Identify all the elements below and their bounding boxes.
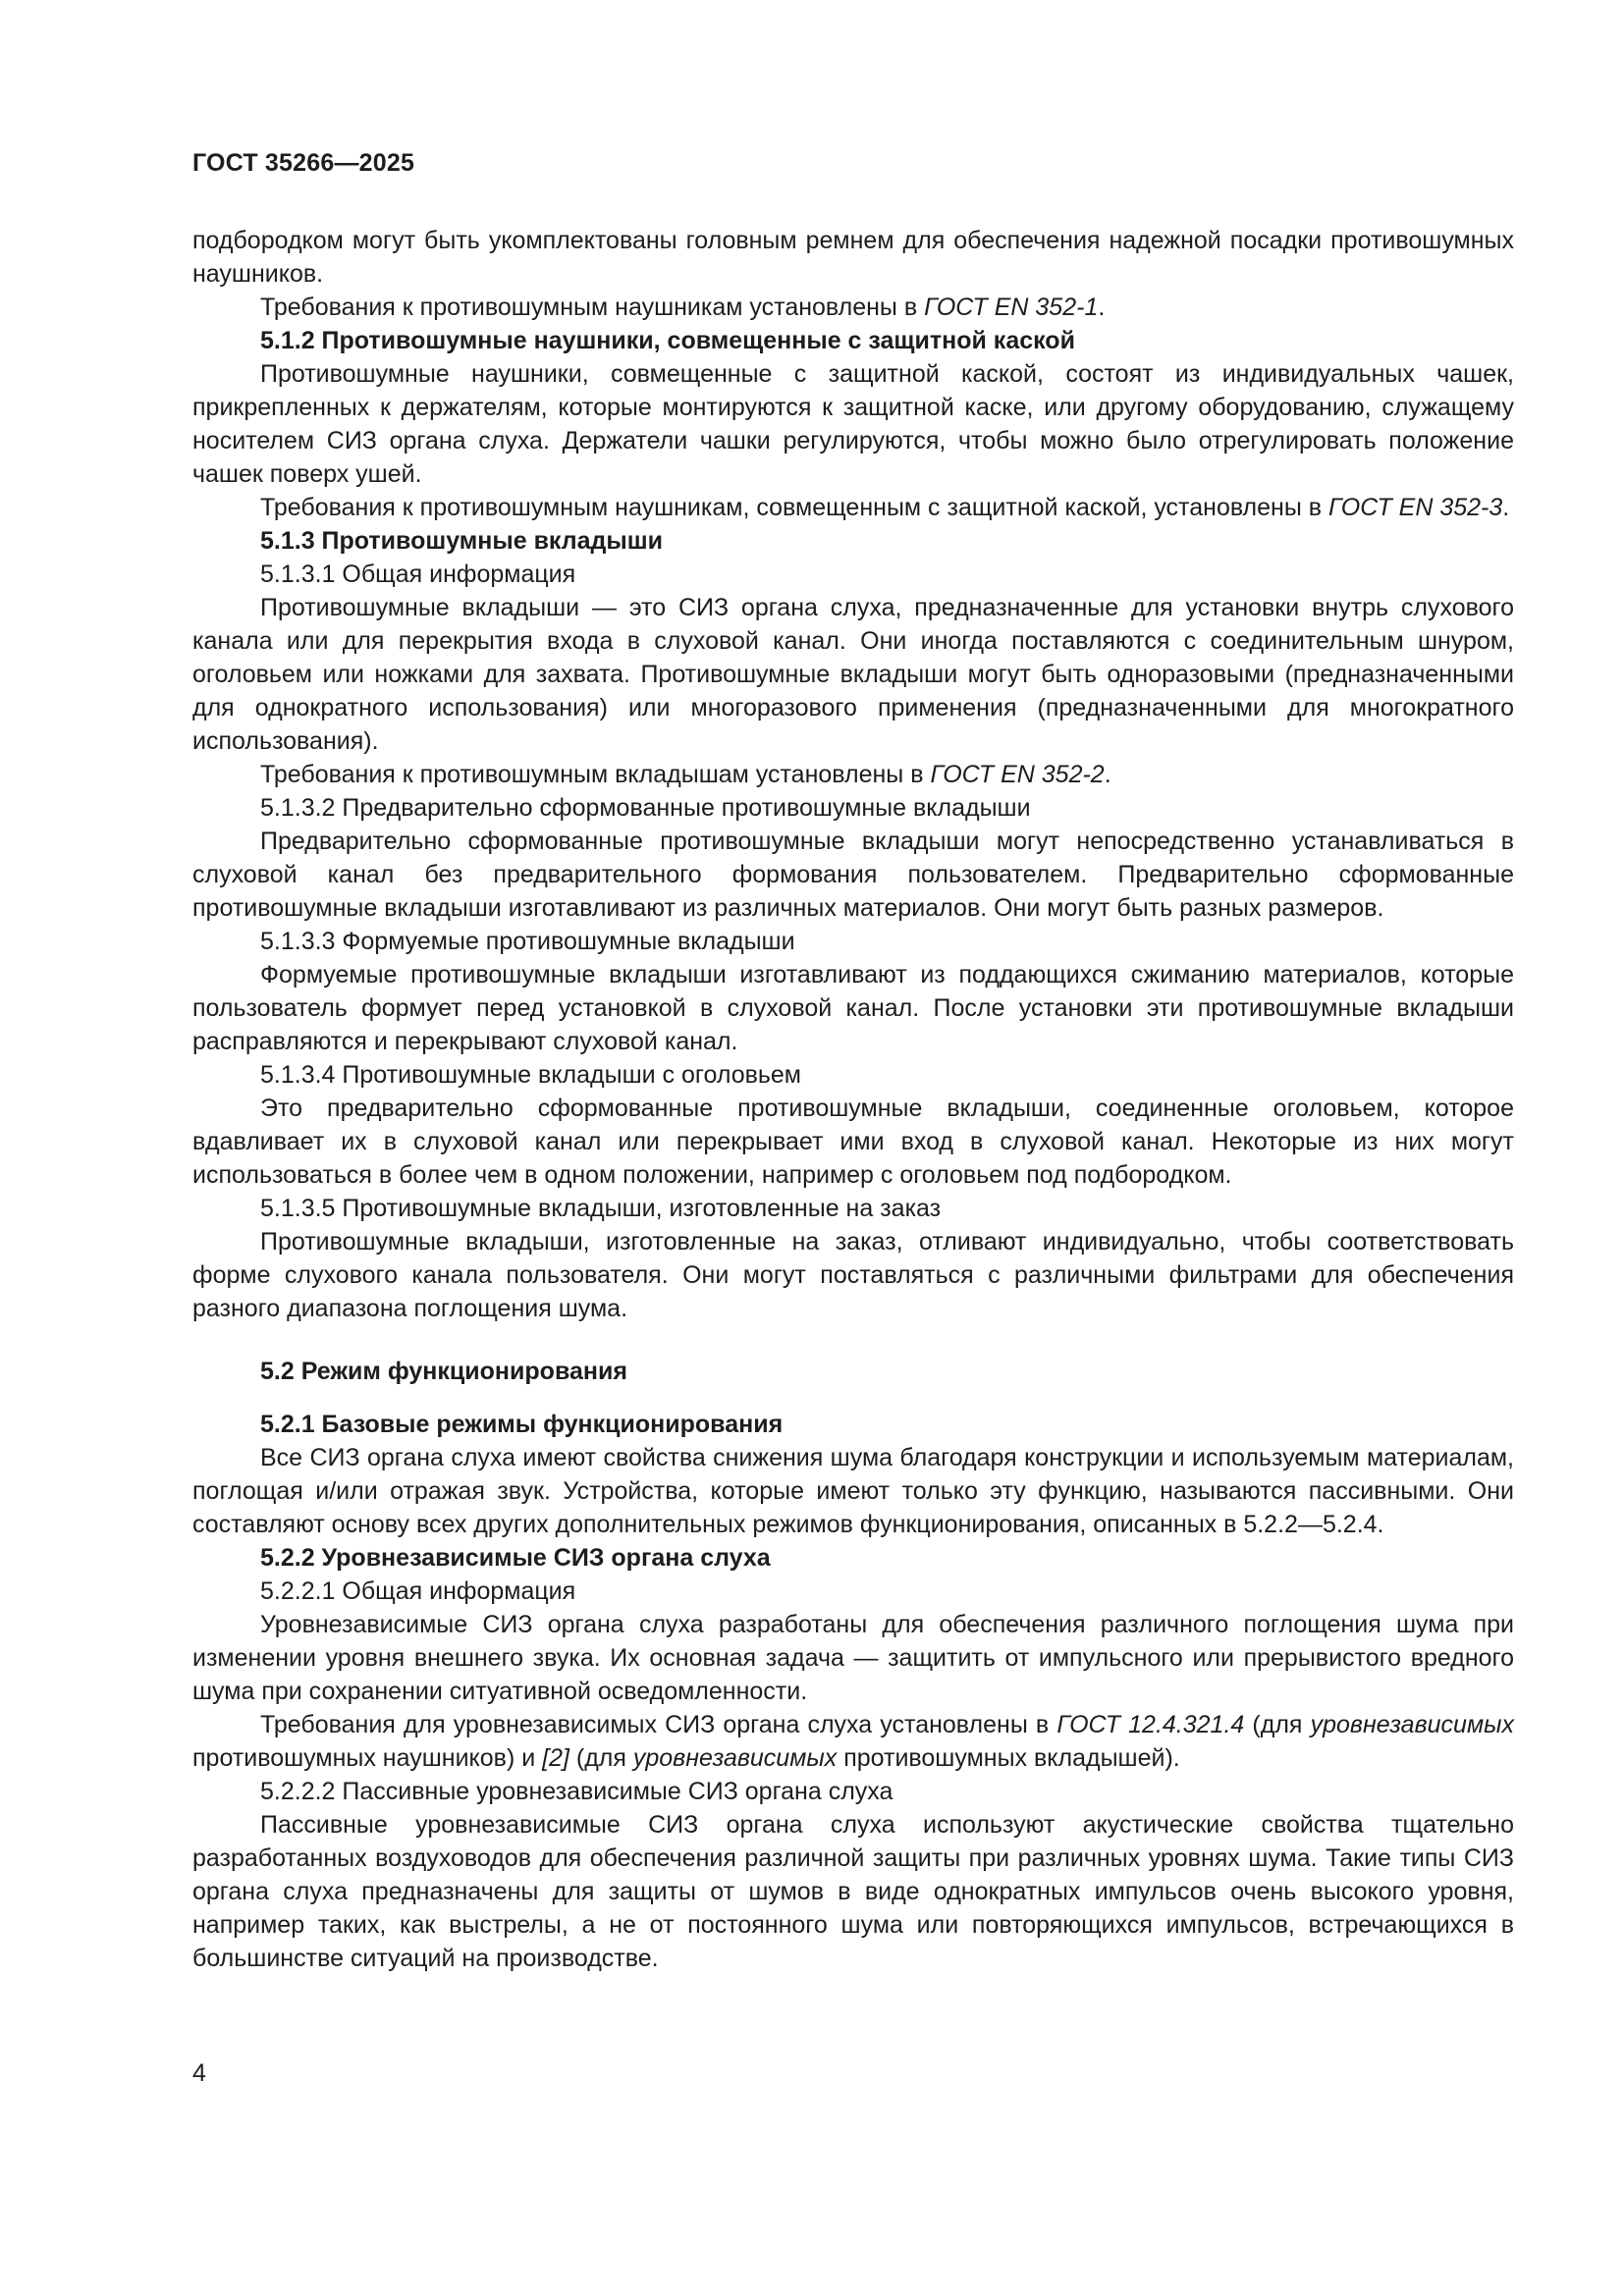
paragraph-basic-modes: Все СИЗ органа слуха имеют свойства снижения шума благодаря конструкции и используемым материалам, поглощая и/или отражая звук. Устройства, которые имеют только эту функцию, называются пассивными. Они составляют основу всех других дополнительных режимов функционирования, описанных в 5.2.2—5.2.4. — [192, 1444, 1514, 1538]
section-heading-5-2-1: 5.2.1 Базовые режимы функционирования — [260, 1411, 784, 1438]
section-heading-5-2: 5.2 Режим функционирования — [260, 1358, 627, 1385]
paragraph-requirements-352-2: Требования к противошумным вкладышам установлены в ГОСТ EN 352-2. — [260, 761, 1111, 788]
paragraph-requirements-352-3: Требования к противошумным наушникам, совмещенным с защитной каской, установлены в ГОСТ EN 352-3. — [260, 494, 1510, 521]
paragraph-banded-earplugs: Это предварительно сформованные противошумные вкладыши, соединенные оголовьем, которое вдавливает их в слуховой канал или перекрывает ими вход в слуховой канал. Некоторые из них могут использоваться в более чем в одном положении, например с оголовьем под подбородком. — [192, 1095, 1514, 1189]
section-heading-5-1-2: 5.1.2 Противошумные наушники, совмещенные с защитной каской — [260, 327, 1075, 354]
subsection-heading-5-2-2-1: 5.2.2.1 Общая информация — [260, 1577, 576, 1605]
paragraph-level-dependent-general: Уровнезависимые СИЗ органа слуха разработаны для обеспечения различного поглощения шума при изменении уровня внешнего звука. Их основная задача — защитить от импульсного или прерывистого вредного шума при сохранении ситуативной осведомленности. — [192, 1611, 1514, 1705]
section-heading-5-2-2: 5.2.2 Уровнезависимые СИЗ органа слуха — [260, 1544, 771, 1572]
subsection-heading-5-1-3-4: 5.1.3.4 Противошумные вкладыши с оголовьем — [260, 1061, 801, 1089]
paragraph-requirements-352-1: Требования к противошумным наушникам установлены в ГОСТ EN 352-1. — [260, 294, 1106, 321]
subsection-heading-5-1-3-5: 5.1.3.5 Противошумные вкладыши, изготовленные на заказ — [260, 1195, 942, 1222]
paragraph-continuation: подбородком могут быть укомплектованы головным ремнем для обеспечения надежной посадки противошумных наушников. — [192, 227, 1514, 288]
subsection-heading-5-1-3-3: 5.1.3.3 Формуемые противошумные вкладыши — [260, 928, 795, 955]
standard-reference: ГОСТ EN 352-1 — [924, 294, 1099, 321]
document-header: ГОСТ 35266—2025 — [192, 149, 415, 177]
paragraph-earplugs-general: Противошумные вкладыши — это СИЗ органа слуха, предназначенные для установки внутрь слухового канала или для перекрытия входа в слуховой канал. Они иногда поставляются с соединительным шнуром, оголовьем или ножками для захвата. Противошумные вкладыши могут быть одноразовыми (предназначенными для однократного использования) или многоразового применения (предназначенными для многократного использования). — [192, 594, 1514, 755]
paragraph-helmet-earmuffs: Противошумные наушники, совмещенные с защитной каской, состоят из индивидуальных чашек, прикрепленных к держателям, которые монтируются к защитной каске, или другому оборудованию, служащему носителем СИЗ органа слуха. Держатели чашки регулируются, чтобы можно было отрегулировать положение чашек поверх ушей. — [192, 360, 1514, 488]
document-body — [192, 224, 1514, 1975]
standard-reference: ГОСТ EN 352-2 — [930, 761, 1105, 788]
page-number: 4 — [192, 2059, 206, 2087]
standard-reference: ГОСТ EN 352-3 — [1328, 494, 1503, 521]
paragraph-level-dependent-requirements: Требования для уровнезависимых СИЗ органа слуха установлены в ГОСТ 12.4.321.4 (для уровнезависимых противошумных наушников) и [2] (для уровнезависимых противошумных вкладышей). — [192, 1711, 1514, 1772]
paragraph-preformed-earplugs: Предварительно сформованные противошумные вкладыши могут непосредственно устанавливаться в слуховой канал без предварительного формования пользователем. Предварительно сформованные противошумные вкладыши изготавливают из различных материалов. Они могут быть разных размеров. — [192, 828, 1514, 922]
standard-reference: ГОСТ 12.4.321.4 — [1056, 1711, 1245, 1738]
subsection-heading-5-1-3-1: 5.1.3.1 Общая информация — [260, 561, 576, 588]
bibliography-reference: [2] — [542, 1744, 569, 1772]
paragraph-passive-level-dependent: Пассивные уровнезависимые СИЗ органа слуха используют акустические свойства тщательно разработанных воздуховодов для обеспечения различной защиты при различных уровнях шума. Такие типы СИЗ органа слуха предназначены для защиты от шумов в виде однократных импульсов очень высокого уровня, например таких, как выстрелы, а не от постоянного шума или повторяющихся импульсов, встречающихся в большинстве ситуаций на производстве. — [192, 1811, 1514, 1972]
subsection-heading-5-1-3-2: 5.1.3.2 Предварительно сформованные противошумные вкладыши — [260, 794, 1031, 822]
paragraph-formable-earplugs: Формуемые противошумные вкладыши изготавливают из поддающихся сжиманию материалов, которые пользователь формует перед установкой в слуховой канал. После установки эти противошумные вкладыши расправляются и перекрывают слуховой канал. — [192, 961, 1514, 1055]
paragraph-custom-earplugs: Противошумные вкладыши, изготовленные на заказ, отливают индивидуально, чтобы соответствовать форме слухового канала пользователя. Они могут поставляться с различными фильтрами для обеспечения разного диапазона поглощения шума. — [192, 1228, 1514, 1322]
section-heading-5-1-3: 5.1.3 Противошумные вкладыши — [260, 527, 663, 555]
subsection-heading-5-2-2-2: 5.2.2.2 Пассивные уровнезависимые СИЗ органа слуха — [260, 1778, 893, 1805]
